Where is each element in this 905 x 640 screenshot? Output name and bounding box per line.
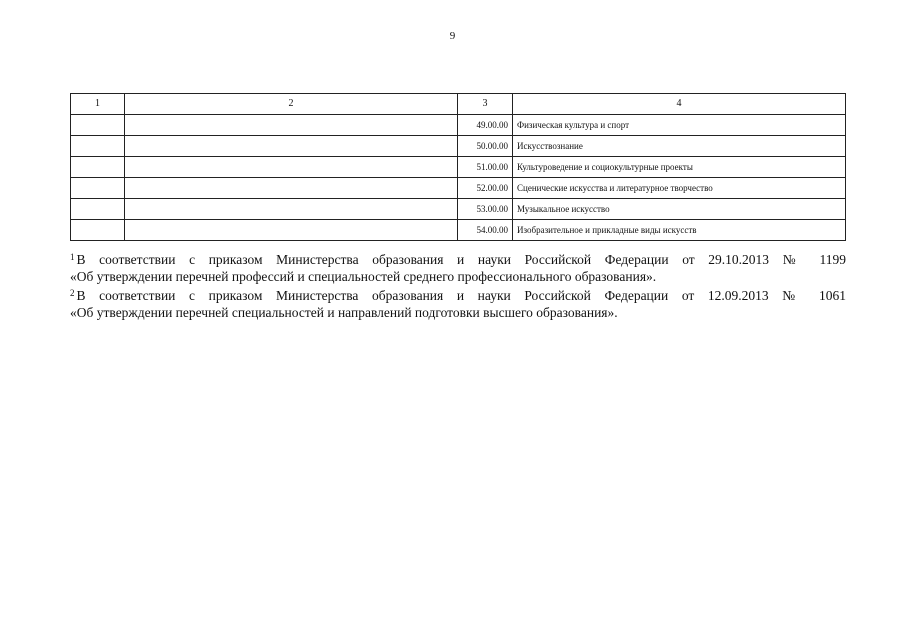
cell-name: Музыкальное искусство [513, 199, 846, 220]
cell-col1 [71, 136, 125, 157]
footnote-1 [70, 249, 846, 285]
cell-col2 [125, 157, 458, 178]
cell-col2 [125, 115, 458, 136]
column-header-1: 1 [71, 94, 125, 115]
table-row [71, 136, 846, 157]
footnote-2 [70, 285, 846, 321]
cell-col1 [71, 199, 125, 220]
table-row [71, 178, 846, 199]
cell-col1 [71, 220, 125, 241]
cell-code: 53.00.00 [458, 199, 513, 220]
cell-col2 [125, 136, 458, 157]
footnote-line [70, 249, 846, 268]
footnote-marker: 1 [70, 252, 75, 262]
cell-code: 52.00.00 [458, 178, 513, 199]
cell-name: Изобразительное и прикладные виды искусств [513, 220, 846, 241]
cell-col1 [71, 157, 125, 178]
footnote-line: «Об утверждении перечней профессий и специальностей среднего профессионального образования». [70, 269, 657, 284]
page-number: 9 [449, 30, 456, 42]
cell-name: Культуроведение и социокультурные проекты [513, 157, 846, 178]
footnote-line [70, 285, 846, 304]
cell-col1 [71, 178, 125, 199]
table-row [71, 199, 846, 220]
footnotes [70, 249, 846, 321]
cell-code: 49.00.00 [458, 115, 513, 136]
table-header-row [71, 94, 846, 115]
cell-code: 54.00.00 [458, 220, 513, 241]
footnote-marker: 2 [70, 288, 75, 298]
specialties-table [70, 93, 846, 241]
table-row [71, 115, 846, 136]
footnote-text: В соответствии с приказом Министерства образования и науки Российской Федерации от 12.09.2013 № 1061 [76, 288, 846, 303]
cell-col1 [71, 115, 125, 136]
cell-col2 [125, 220, 458, 241]
cell-code: 50.00.00 [458, 136, 513, 157]
column-header-3: 3 [458, 94, 513, 115]
cell-col2 [125, 199, 458, 220]
column-header-2: 2 [125, 94, 458, 115]
footnote-line: «Об утверждении перечней специальностей и направлений подготовки высшего образования». [70, 305, 618, 320]
column-header-4: 4 [513, 94, 846, 115]
table-row [71, 220, 846, 241]
cell-code: 51.00.00 [458, 157, 513, 178]
cell-name: Физическая культура и спорт [513, 115, 846, 136]
cell-name: Сценические искусства и литературное творчество [513, 178, 846, 199]
cell-col2 [125, 178, 458, 199]
cell-name: Искусствознание [513, 136, 846, 157]
table-row [71, 157, 846, 178]
footnote-text: В соответствии с приказом Министерства образования и науки Российской Федерации от 29.10.2013 № 1199 [76, 252, 846, 267]
